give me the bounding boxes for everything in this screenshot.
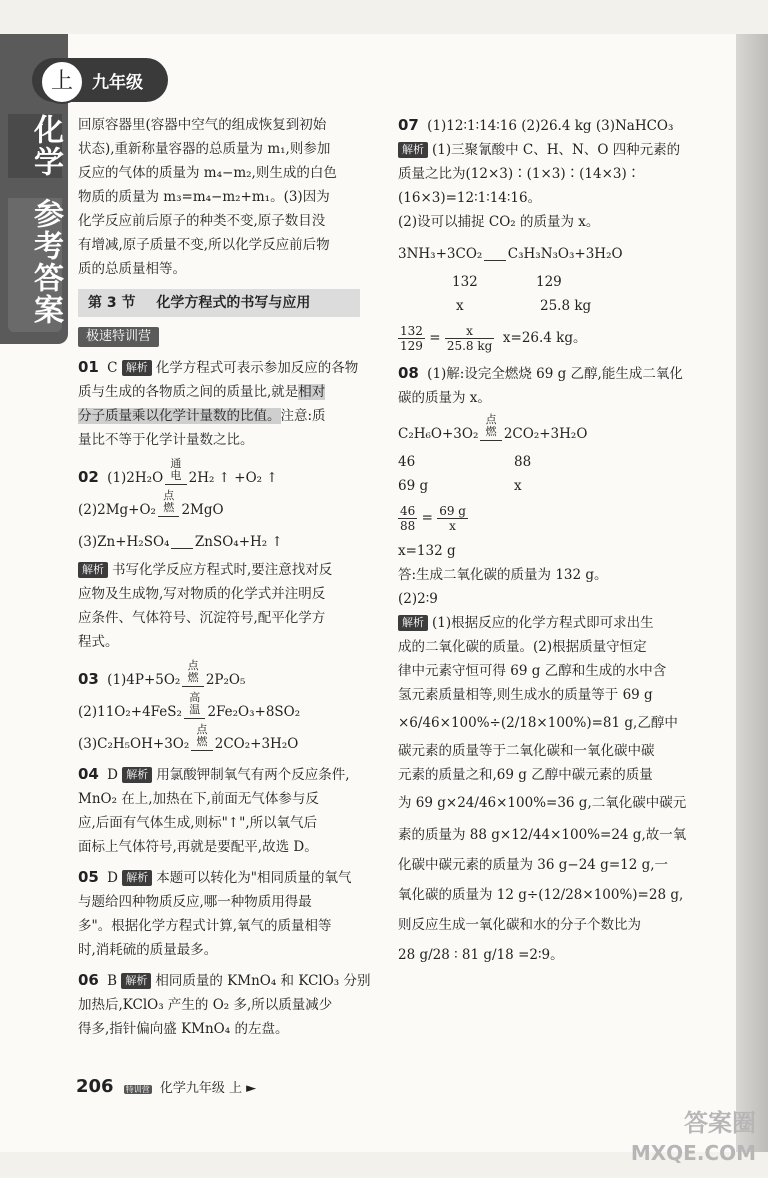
q-text-line: 程式。: [78, 634, 119, 650]
reaction-condition: [182, 659, 203, 687]
series-badge: 特训营: [125, 1085, 150, 1094]
q01: [78, 355, 380, 380]
watermark-title: 答案圈: [684, 1109, 756, 1137]
q08-equation: [398, 413, 710, 446]
intro-line: 有增减,原子质量不变,所以化学反应前后物: [78, 237, 330, 253]
camp-label: 极速特训营: [78, 327, 159, 347]
q02-eq1: [78, 457, 380, 490]
page-edge-shadow: [736, 34, 768, 1152]
numerator: x: [445, 324, 495, 339]
q-text-line: (16×3)=12∶1∶14∶16。: [398, 190, 542, 206]
analysis-tag: 解析: [121, 973, 151, 989]
q-text: (1)根据反应的化学方程式即可求出生: [432, 615, 654, 631]
mass-value: 46: [398, 454, 416, 470]
equation-part: 2MgO: [181, 502, 224, 518]
q-text-line: 碳的质量为 x。: [398, 390, 491, 406]
q-answer: C: [107, 360, 118, 376]
section-heading: [78, 289, 360, 317]
q-text-line: 元素的质量之和,69 g 乙醇中碳元素的质量: [398, 767, 653, 783]
numerator: 69 g: [439, 504, 466, 518]
q-text: 质与生成的各物质之间的质量比,就是: [78, 384, 299, 400]
q-text-line: [78, 404, 380, 428]
q-text: (1)解:设完全燃烧 69 g 乙醇,能生成二氧化: [427, 366, 683, 382]
q-text: 注意:质: [280, 408, 326, 424]
q-text: 用氯酸钾制氧气有两个反应条件,: [156, 767, 350, 783]
fraction: [445, 324, 495, 353]
equation-part: 2CO₂+3H₂O: [503, 426, 588, 442]
q-number: 02: [78, 468, 99, 486]
q05: [78, 865, 380, 890]
left-column: [78, 113, 380, 1041]
intro-line: 回原容器里(容器中空气的组成恢复到初始: [78, 117, 327, 133]
calc-line: 化碳中碳元素的质量为 36 g−24 g=12 g,一: [398, 857, 669, 873]
intro-line: 质的总质量相等。: [78, 261, 186, 277]
q-text-line: 应条件、气体符号、沉淀符号,配平化学方: [78, 610, 326, 626]
equation-part: 2H₂ ↑ +O₂ ↑: [188, 470, 278, 486]
q08-proportion: $\frac{46}{88}$ = $\frac{69 g}{x}$: [400, 504, 466, 533]
q-number: 06: [78, 971, 99, 989]
q-answer: B: [107, 973, 118, 989]
intro-line: 反应的气体的质量为 m₄−m₂,则生成的白色: [78, 165, 337, 181]
denominator: 129: [400, 339, 423, 353]
page-number: 206: [76, 1076, 114, 1097]
equation-part: (2)11O₂+4FeS₂: [78, 704, 182, 720]
reaction-condition: [158, 489, 179, 517]
denominator: x: [449, 519, 456, 533]
watermark-url: MXQE.COM: [630, 1141, 756, 1165]
q-text: (1)三聚氰酸中 C、H、N、O 四种元素的: [432, 142, 681, 158]
watermark: [631, 1108, 756, 1168]
part2-answer: (2)2∶9: [398, 591, 438, 607]
q-text-line: MnO₂ 在上,加热在下,前面无气体参与反: [78, 791, 319, 807]
q-text-line: 成的二氧化碳的质量。(2)根据质量守恒定: [398, 639, 647, 655]
equation-part: (3)Zn+H₂SO₄: [78, 534, 170, 550]
calc-line: 28 g/28 ∶ 81 g/18 =2∶9。: [398, 947, 564, 963]
intro-line: 状态),重新称量容器的总质量为 m₁,则参加: [78, 141, 331, 157]
reaction-condition: [480, 413, 501, 441]
right-column: [398, 113, 710, 971]
calc-line: 为 69 g×24/46×100%=36 g,二氧化碳中碳元: [398, 795, 687, 811]
calc-line: ×6/46×100%÷(2/18×100%)=81 g,乙醇中: [398, 715, 678, 731]
q-text-line: 多"。根据化学方程式计算,氧气的质量相等: [78, 918, 332, 934]
highlight-text: 分子质量乘以化学计量数的比值。: [78, 408, 281, 424]
q-text-line: 时,消耗硫的质量最多。: [78, 942, 218, 958]
numerator: 46: [400, 504, 416, 518]
mass-row: [398, 294, 710, 318]
mass-value: 69 g: [398, 478, 429, 494]
mass-row: [398, 270, 710, 294]
q-text: 书写化学反应方程式时,要注意找对反: [112, 562, 333, 578]
fraction: [398, 504, 417, 533]
condition-text: 点燃: [196, 723, 208, 748]
reaction-arrow: [484, 238, 505, 261]
analysis-tag: 解析: [78, 562, 108, 578]
q-text-line: 应,后面有气体生成,则标"↑",所以氧气后: [78, 815, 318, 831]
numerator: 132: [400, 324, 423, 338]
equation-part: ZnSO₄+H₂ ↑: [194, 534, 283, 550]
grade-label: 九年级: [92, 73, 143, 93]
q-text-line: (2)设可以捕捉 CO₂ 的质量为 x。: [398, 214, 600, 230]
q-number: 01: [78, 358, 99, 376]
analysis-tag: 解析: [122, 767, 152, 783]
q-text: 本题可以转化为"相同质量的氧气: [156, 870, 352, 886]
analysis-tag: 解析: [122, 360, 152, 376]
highlight-text: 相对: [298, 384, 326, 400]
calc-line: 氧化碳的质量为 12 g÷(12/28×100%)=28 g,: [398, 887, 684, 903]
q-text-line: 得多,指针偏向盛 KMnO₄ 的左盘。: [78, 1021, 289, 1037]
q-answer: D: [107, 870, 118, 886]
answer-text: 答:生成二氧化碳的质量为 132 g。: [398, 567, 608, 583]
q03-eq2: [78, 691, 380, 724]
q-text-line: 面标上气体符号,再就是要配平,故选 D。: [78, 839, 318, 855]
q-text-line: 应物及生成物,写对物质的化学式并注明反: [78, 586, 326, 602]
result-text: x=132 g: [398, 543, 456, 559]
q06: [78, 968, 380, 993]
analysis-tag: 解析: [398, 615, 428, 631]
mass-row: [398, 474, 710, 498]
equation-part: 3NH₃+3CO₂: [398, 246, 483, 262]
subject-label: 化学: [8, 114, 62, 178]
q-number: 03: [78, 670, 99, 688]
q02-eq3: [78, 526, 380, 554]
analysis-tag: 解析: [398, 142, 428, 158]
mass-value: 25.8 kg: [540, 298, 592, 314]
q-number: 05: [78, 868, 99, 886]
equation-part: 2CO₂+3H₂O: [214, 736, 299, 752]
q07-proportion: $\frac{132}{129}$ = $\frac{x}{25.8 kg}$ x=26.4 kg。: [400, 324, 587, 353]
mass-value: 132: [452, 274, 478, 290]
q-number: 04: [78, 765, 99, 783]
volume-badge: 上: [229, 1081, 243, 1096]
condition-text: 点燃: [163, 489, 175, 514]
mass-value: x: [514, 478, 522, 494]
equation-part: C₃H₃N₃O₃+3H₂O: [507, 246, 623, 262]
q-text-line: [398, 611, 710, 635]
q-text-line: 量比不等于化学计量数之比。: [78, 432, 254, 448]
section-label: 参考答案: [8, 198, 62, 332]
condition-text: 点燃: [187, 659, 199, 684]
reaction-condition: [184, 691, 205, 719]
denominator: 25.8 kg: [446, 339, 493, 353]
q-text-line: 质量之比为(12×3)∶(1×3)∶(14×3)∶: [398, 166, 641, 182]
mass-value: x: [456, 298, 464, 314]
equation-part: (2)2Mg+O₂: [78, 502, 156, 518]
equation-part: (1)2H₂O: [107, 470, 164, 486]
reaction-condition: [191, 723, 212, 751]
q-text: 化学方程式可表示参加反应的各物: [155, 360, 359, 376]
q-text-line: 则反应生成一氧化碳和水的分子个数比为: [398, 917, 641, 933]
q-text: 相同质量的 KMnO₄ 和 KClO₃ 分别: [155, 973, 371, 989]
reaction-arrow: [171, 526, 192, 549]
q07: [398, 113, 710, 138]
section-number: 第 3 节: [88, 295, 136, 311]
mass-row: [398, 450, 710, 474]
arrow-right-icon: ►: [246, 1081, 257, 1096]
equation-part: (3)C₂H₅OH+3O₂: [78, 736, 190, 752]
q03-eq1: [78, 659, 380, 692]
equation-part: 2Fe₂O₃+8SO₂: [207, 704, 301, 720]
fraction: [437, 504, 468, 533]
section-title: 化学方程式的书写与应用: [156, 295, 311, 311]
intro-line: 物质的质量为 m₃=m₄−m₂+m₁。(3)因为: [78, 189, 330, 205]
fraction: [398, 324, 425, 353]
reaction-condition: [165, 457, 186, 485]
q-text-line: [78, 558, 380, 582]
result-text: x=26.4 kg。: [502, 330, 587, 346]
mass-value: 88: [514, 454, 532, 470]
equation-part: 2P₂O₅: [205, 672, 246, 688]
calc-line: 素的质量为 88 g×12/44×100%=24 g,故一氧: [398, 827, 687, 843]
q-text-line: [78, 380, 380, 404]
analysis-tag: 解析: [122, 870, 152, 886]
q-text-line: 与题给四种物质反应,哪一种物质用得最: [78, 894, 312, 910]
q08: [398, 361, 710, 386]
equation-part: C₂H₆O+3O₂: [398, 426, 479, 442]
volume-circle: 上: [40, 60, 84, 104]
q-text-line: 加热后,KClO₃ 产生的 O₂ 多,所以质量减少: [78, 997, 333, 1013]
q03-eq3: [78, 723, 380, 756]
q-answer: (1)12∶1∶14∶16 (2)26.4 kg (3)NaHCO₃: [427, 118, 674, 134]
equation-part: (1)4P+5O₂: [107, 672, 181, 688]
intro-line: 化学反应前后原子的种类不变,原子数目没: [78, 213, 326, 229]
q04: [78, 762, 380, 787]
q-number: 08: [398, 364, 419, 382]
q-text-line: 碳元素的质量等于二氧化碳和一氧化碳中碳: [398, 743, 655, 759]
q-number: 07: [398, 116, 419, 134]
denominator: 88: [400, 519, 416, 533]
condition-text: 通电: [170, 457, 182, 482]
q07-equation: [398, 238, 710, 266]
q-text-line: 律中元素守恒可得 69 g 乙醇和生成的水中含: [398, 663, 667, 679]
mass-value: 129: [536, 274, 562, 290]
condition-text: 点燃: [485, 413, 497, 438]
q-answer: D: [107, 767, 118, 783]
page-footer: [76, 1076, 256, 1097]
book-title: 化学九年级: [159, 1081, 225, 1096]
q-text-line: 氢元素质量相等,则生成水的质量等于 69 g: [398, 687, 653, 703]
q-text-line: [398, 138, 710, 162]
condition-text: 高温: [189, 691, 201, 716]
q02-eq2: [78, 489, 380, 522]
